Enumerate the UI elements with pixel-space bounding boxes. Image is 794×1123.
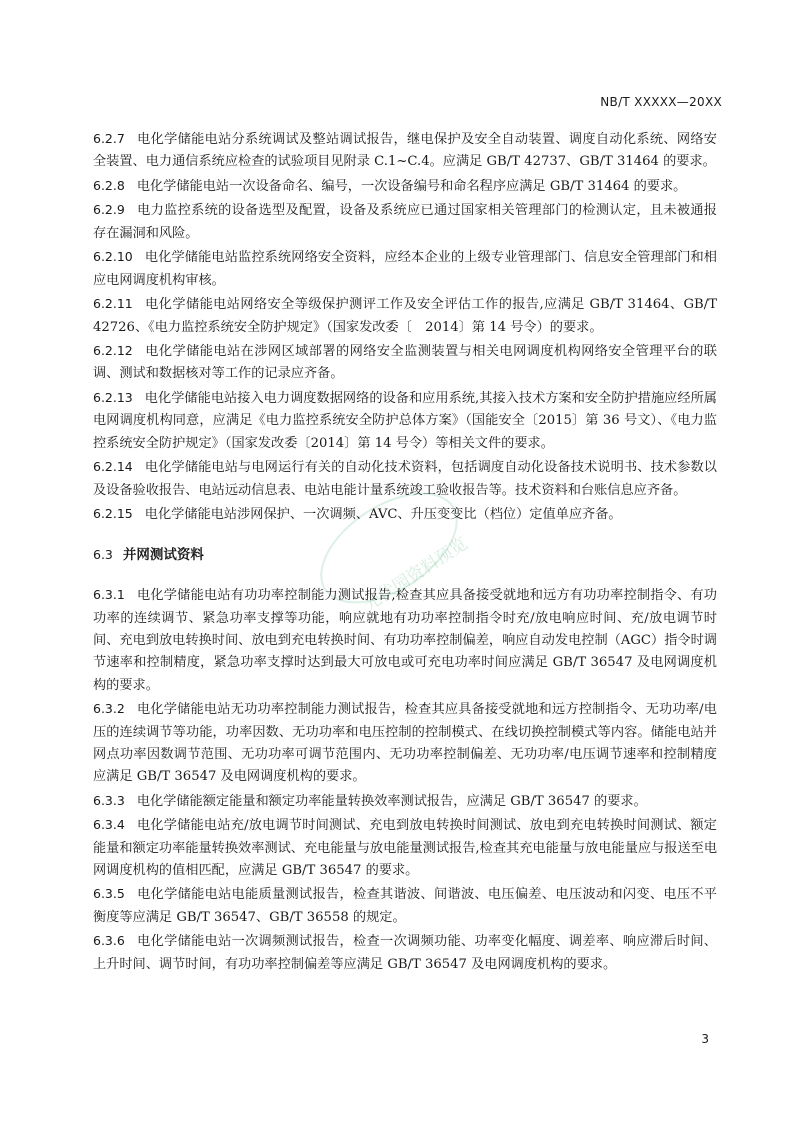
clause-6-3-3 bbox=[93, 790, 717, 813]
clause-text: 电化学储能电站网络安全等级保护测评工作及安全评估工作的报告,应满足 GB/T 31464、GB/T 42726、《电力监控系统安全防护规定》（国家发改委〔 2014〕第 14 号令）的要求。 bbox=[93, 297, 717, 335]
clause-text: 电化学储能电站有功功率控制能力测试报告,检查其应具备接受就地和远方有功功率控制指令、有功功率的连续调节、紧急功率支撑等功能，响应就地有功功率控制指令时充/放电响应时间、充/放电调节时间、充电到放电转换时间、放电到充电转换时间、有功功率控制偏差，响应自动发电控制（AGC）指令时调节速率和控制精度，紧急功率支撑时达到最大可放电或可充电功率时间应满足 GB/T 36547 及电网调度机构的要求。 bbox=[93, 588, 717, 693]
clause-6-2-14 bbox=[93, 456, 717, 502]
clause-number: 6.2.9 bbox=[93, 202, 125, 218]
clause-6-2-9 bbox=[93, 199, 717, 245]
clause-6-3-6 bbox=[93, 930, 717, 976]
clause-number: 6.3.4 bbox=[93, 817, 125, 833]
clause-number: 6.2.13 bbox=[93, 390, 133, 406]
clause-number: 6.2.8 bbox=[93, 177, 125, 193]
clause-6-3-2 bbox=[93, 698, 717, 788]
clause-text: 电化学储能电站无功功率控制能力测试报告，检查其应具备接受就地和远方控制指令、无功功率/电压的连续调节等功能，功率因数、无功功率和电压控制的控制模式、在线切换控制模式等内容。储能电站并网点功率因数调节范围、无功功率可调节范围内、无功功率控制偏差、无功功率/电压调节速率和控制精度应满足 GB/T 36547 及电网调度机构的要求。 bbox=[93, 702, 717, 785]
clause-text: 电化学储能电站一次调频测试报告，检查一次调频功能、功率变化幅度、调差率、响应滞后时间、上升时间、调节时间，有功功率控制偏差等应满足 GB/T 36547 及电网调度机构的要求。 bbox=[93, 934, 717, 972]
clause-number: 6.3.6 bbox=[93, 933, 125, 949]
clause-text: 电化学储能电站在涉网区域部署的网络安全监测装置与相关电网调度机构网络安全管理平台的联调、测试和数据核对等工作的记录应齐备。 bbox=[93, 344, 717, 382]
clause-number: 6.3.5 bbox=[93, 886, 125, 902]
clause-text: 电力监控系统的设备选型及配置，设备及系统应已通过国家相关管理部门的检测认定，且未被通报存在漏洞和风险。 bbox=[93, 203, 717, 241]
page-number: 3 bbox=[701, 1032, 709, 1046]
clause-number: 6.2.11 bbox=[93, 296, 133, 312]
clause-text: 电化学储能电站充/放电调节时间测试、充电到放电转换时间测试、放电到充电转换时间测试、额定能量和额定功率能量转换效率测试、充电能量与放电能量测试报告,检查其充电能量与放电能量应与报送至电网调度机构的值相匹配，应满足 GB/T 36547 的要求。 bbox=[93, 818, 718, 878]
clause-6-2-10 bbox=[93, 246, 717, 292]
clause-number: 6.3.2 bbox=[93, 701, 125, 717]
section-title: 并网测试资料 bbox=[122, 547, 204, 564]
clause-number: 6.2.15 bbox=[93, 506, 133, 522]
clause-text: 电化学储能额定能量和额定功率能量转换效率测试报告，应满足 GB/T 36547 的要求。 bbox=[136, 793, 647, 809]
clause-6-2-8 bbox=[93, 175, 717, 198]
section-number: 6.3 bbox=[93, 547, 113, 563]
clause-number: 6.2.14 bbox=[93, 459, 133, 475]
clause-text: 电化学储能电站涉网保护、一次调频、AVC、升压变变比（档位）定值单应齐备。 bbox=[144, 507, 622, 523]
clause-group-6-2 bbox=[93, 128, 717, 526]
clause-group-6-3 bbox=[93, 584, 717, 976]
clause-text: 电化学储能电站一次设备命名、编号，一次设备编号和命名程序应满足 GB/T 31464 的要求。 bbox=[136, 178, 687, 194]
document-body bbox=[93, 128, 717, 977]
clause-text: 电化学储能电站电能质量测试报告，检查其谐波、间谐波、电压偏差、电压波动和闪变、电压不平衡度等应满足 GB/T 36547、GB/T 36558 的规定。 bbox=[93, 887, 717, 925]
clause-6-2-7 bbox=[93, 128, 717, 174]
clause-text: 电化学储能电站分系统调试及整站调试报告，继电保护及安全自动装置、调度自动化系统、网络安全装置、电力通信系统应检查的试验项目见附录 C.1~C.4。应满足 GB/T 42737、GB/T 31464 的要求。 bbox=[93, 132, 717, 170]
clause-6-2-11 bbox=[93, 293, 717, 339]
clause-6-3-5 bbox=[93, 883, 717, 929]
clause-text: 电化学储能电站接入电力调度数据网络的设备和应用系统,其接入技术方案和安全防护措施应经所属电网调度机构同意，应满足《电力监控系统安全防护总体方案》（国能安全〔2015〕第 36 号文）、《电力监控系统安全防护规定》（国家发改委〔2014〕第 14 号令）等相关文件的要求。 bbox=[93, 391, 717, 451]
clause-number: 6.2.7 bbox=[93, 131, 125, 146]
clause-6-2-15 bbox=[93, 503, 717, 526]
clause-6-2-12 bbox=[93, 340, 717, 386]
clause-number: 6.3.3 bbox=[93, 792, 125, 808]
clause-number: 6.3.1 bbox=[93, 587, 125, 603]
clause-number: 6.2.12 bbox=[93, 343, 133, 359]
clause-6-3-4 bbox=[93, 814, 717, 882]
clause-6-3-1 bbox=[93, 584, 717, 696]
standard-code: NB/T XXXXX—20XX bbox=[600, 95, 722, 109]
clause-text: 电化学储能电站与电网运行有关的自动化技术资料，包括调度自动化设备技术说明书、技术参数以及设备验收报告、电站远动信息表、电站电能计量系统竣工验收报告等。技术资料和台账信息应齐备。 bbox=[93, 460, 717, 498]
clause-6-2-13 bbox=[93, 387, 717, 455]
clause-number: 6.2.10 bbox=[93, 249, 133, 265]
clause-text: 电化学储能电站监控系统网络安全资料，应经本企业的上级专业管理部门、信息安全管理部门和相应电网调度机构审核。 bbox=[93, 250, 717, 288]
watermark-text: 光伏园资料预览 bbox=[360, 533, 472, 616]
section-heading-6-3 bbox=[93, 544, 717, 566]
